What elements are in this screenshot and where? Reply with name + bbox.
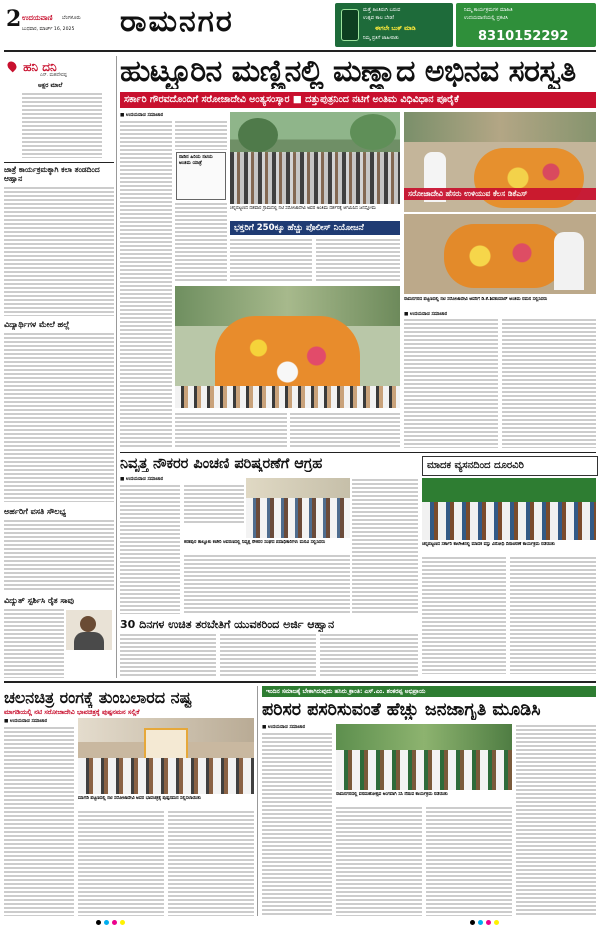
left-story-1-body bbox=[4, 186, 114, 316]
environment-planting-photo bbox=[336, 724, 512, 790]
farmer-photo bbox=[66, 610, 112, 650]
film-body-col-2 bbox=[78, 810, 164, 916]
film-body-col-3 bbox=[168, 810, 254, 916]
environment-byline: ■ ಉದಯವಾಣಿ ಸಮಾಚಾರ bbox=[262, 725, 306, 730]
left-headline-1: ಜಾತ್ರೆ ಕಾರ್ಯಕ್ರಮಕ್ಕಾಗಿ ಕಲಾ ತಂಡದಿಂದ ಆಹ್ವಾನ bbox=[4, 165, 100, 183]
environment-body-col-1 bbox=[262, 732, 332, 916]
page-number: 2 bbox=[6, 6, 22, 32]
main-headline: ಹುಟ್ಟೂರಿನ ಮಣ್ಣಿನಲ್ಲಿ ಮಣ್ಣಾದ ಅಭಿನವ ಸರಸ್ವತಿ bbox=[120, 54, 576, 89]
film-subhead: ಮಾಗಡಿಯಲ್ಲಿ ನಟಿ ಸರೋಜಾದೇವಿ ಭಾವಚಿತ್ರಕ್ಕೆ ಪುಷ್ಪನಮನ ಸಲ್ಲಿಕೆ bbox=[4, 708, 140, 716]
film-headline: ಚಲನಚಿತ್ರ ರಂಗಕ್ಕೆ ತುಂಬಲಾರದ ನಷ್ಟ bbox=[4, 688, 192, 707]
right-body-col-1 bbox=[404, 318, 498, 448]
drug-body-col-2 bbox=[510, 556, 596, 674]
kicker-body-2 bbox=[316, 238, 400, 282]
film-photo-caption: ಮಾಗಡಿ ಪಟ್ಟಣದಲ್ಲಿ ನಟಿ ಸರೋಜಾದೇವಿ ಅವರ ಭಾವಚಿತ್ರಕ್ಕೆ ಪುಷ್ಪನಮನ ಸಲ್ಲಿಸಲಾಯಿತು bbox=[78, 796, 201, 801]
right-kicker: ಸರೋಜಾದೇವಿ ಹೆಸರು ಉಳಿಯುವ ಕೆಲಸ ಡಿಕೆಎಸ್ bbox=[408, 189, 528, 198]
pension-group-photo bbox=[246, 478, 350, 538]
ad1-line1: ಮತ್ತೆ ಹಿಂತಿರುಗಿ ಬರುವ bbox=[363, 7, 401, 13]
person-silhouette bbox=[80, 616, 96, 632]
main-byline-1: ■ ಉದಯವಾಣಿ ಸಮಾಚಾರ bbox=[120, 113, 164, 118]
section-title: ರಾಮನಗರ bbox=[120, 4, 234, 39]
lower-column-rule bbox=[257, 686, 258, 916]
paper-name: ಉದಯವಾಣಿ bbox=[22, 14, 53, 22]
kicker-body-1 bbox=[230, 238, 312, 282]
left-headline-4: ವಿದ್ಯುತ್ ಸ್ಪರ್ಶಿಸಿ ರೈತ ಸಾವು bbox=[4, 596, 75, 605]
pension-photo-caption: ಕನಕಪುರ ತಾಲ್ಲೂಕು ಕಚೇರಿ ಆವರಣದಲ್ಲಿ ನಿವೃತ್ತ ನೌಕರರ ಸಂಘದ ಪದಾಧಿಕಾರಿಗಳು ಮನವಿ ಸಲ್ಲಿಸಿದರು bbox=[184, 540, 326, 545]
police-kicker: ಭಕ್ತರಿಗೆ 250ಕ್ಕೂ ಹೆಚ್ಚು ಪೊಲೀಸ್ ನಿಯೋಜನೆ bbox=[234, 223, 364, 233]
left-story-3-body bbox=[4, 519, 114, 591]
drug-headline: ಮಾದಕ ವ್ಯಸನದಿಂದ ದೂರವಿರಿ bbox=[427, 460, 524, 471]
main-subhead: ಸರ್ಕಾರಿ ಗೌರವದೊಂದಿಗೆ ಸರೋಜಾದೇವಿ ಅಂತ್ಯಸಂಸ್ಕಾರ ■ ದತ್ತುಪುತ್ರನಿಂದ ನಟಿಗೆ ಅಂತಿಮ ವಿಧಿವಿಧಾನ ಪೂರೈಕೆ bbox=[124, 94, 459, 105]
training-body-col-3 bbox=[320, 633, 418, 677]
registration-marks bbox=[0, 918, 600, 928]
pension-body-col-2 bbox=[184, 484, 244, 524]
pension-byline: ■ ಉದಯವಾಣಿ ಸಮಾಚಾರ bbox=[120, 477, 164, 482]
main-body-col-2b bbox=[175, 202, 227, 282]
left-story-2-body bbox=[4, 332, 114, 502]
right-kicker-bar bbox=[404, 188, 596, 200]
police-kicker-bar bbox=[230, 221, 400, 235]
environment-banner-text: ಇಂದಿನ ಸಮಾಜಕ್ಕೆ ಬೇಕಾಗಿರುವುದು ಹಸಿರು ಕ್ರಾಂತಿ: ಎಸ್.ಎಂ. ಶಂಕರಪ್ಪ ಅಭಿಪ್ರಾಯ bbox=[266, 688, 426, 695]
main-body-col-1 bbox=[120, 120, 172, 448]
column-poem bbox=[22, 92, 102, 158]
issue-date: ಬುಧವಾರ, ಮಾರ್ಚ್ 16, 2025 bbox=[22, 27, 75, 32]
advertisement-1 bbox=[335, 3, 453, 47]
ad2-phone: 8310152292 bbox=[478, 29, 569, 44]
floral-tribute-photo bbox=[175, 286, 400, 408]
main-inset-box bbox=[176, 152, 226, 200]
film-byline: ■ ಉದಯವಾಣಿ ಸಮಾಚಾರ bbox=[4, 719, 48, 724]
main-inset-text: ನಾಡಿನ ಹಿರಿಯ ನಟಿಯ ಅಂತಿಮ ಯಾತ್ರೆ bbox=[179, 155, 213, 166]
column-subtitle: ಅಕ್ಷರ ಮಾಲೆ bbox=[38, 82, 63, 89]
drug-headline-box bbox=[422, 456, 598, 476]
environment-body-col-4 bbox=[516, 724, 596, 916]
masthead-rule bbox=[4, 50, 596, 52]
environment-photo-caption: ರಾಮನಗರದಲ್ಲಿ ವನಮಹೋತ್ಸವ ಅಂಗವಾಗಿ ಸಸಿ ನೆಡುವ ಕಾರ್ಯಕ್ರಮ ನಡೆಯಿತು bbox=[336, 792, 448, 797]
pension-body-col-4 bbox=[184, 554, 350, 614]
film-tribute-photo bbox=[78, 718, 254, 794]
right-photo-caption: ರಾಮನಗರದ ಪಟ್ಟಣದಲ್ಲಿ ನಟಿ ಸರೋಜಾದೇವಿ ಅವರಿಗೆ ಡಿ.ಕೆ.ಶಿವಕುಮಾರ್ ಅಂತಿಮ ನಮನ ಸಲ್ಲಿಸಿದರು bbox=[404, 297, 548, 302]
main-photo-caption: ಚನ್ನಪಟ್ಟಣದ ದಶವಾರ ಗ್ರಾಮದಲ್ಲಿ ನಟಿ ಸರೋಜಾದೇವಿ ಅವರ ಅಂತಿಮ ದರ್ಶನಕ್ಕೆ ಆಗಮಿಸಿದ ಜನಸ್ತೋಮ bbox=[230, 206, 376, 211]
lower-rule bbox=[4, 681, 596, 683]
advertisement-2 bbox=[456, 3, 596, 47]
ad1-line2: ಉತ್ಸವ ಕಾಲ ಬೇಡ! bbox=[363, 15, 395, 21]
main-crowd-photo bbox=[230, 112, 400, 204]
environment-headline: ಪರಿಸರ ಪಸರಿಸುವಂತೆ ಹೆಚ್ಚು ಜನಜಾಗೃತಿ ಮೂಡಿಸಿ bbox=[262, 700, 541, 720]
edition-label: ಬೆಂಗಳೂರು bbox=[62, 15, 81, 21]
left-headline-3: ಅರ್ಹರಿಗೆ ವಸತಿ ಸೌಲಭ್ಯ bbox=[4, 507, 67, 516]
ad1-line4: ನಿಮ್ಮ ಪ್ರತಿಗೆ ಜಾಹೀರಾತು bbox=[363, 36, 399, 41]
drug-event-photo bbox=[422, 478, 596, 540]
left-divider-1 bbox=[4, 162, 114, 163]
training-body-col-2 bbox=[220, 633, 316, 677]
main-subhead-bar bbox=[120, 92, 596, 108]
column-logo: ಹನಿ ದನಿ bbox=[23, 60, 57, 74]
main-body-col-3 bbox=[175, 412, 287, 448]
main-body-col-2 bbox=[175, 120, 227, 150]
drug-photo-caption: ಚನ್ನಪಟ್ಟಣದ ಸರ್ಕಾರಿ ಕಾಲೇಜಿನಲ್ಲಿ ಮಾದಕ ವಸ್ತು ವಿರೋಧಿ ದಿನಾಚರಣೆ ಕಾರ್ಯಕ್ರಮ ನಡೆಯಿತು bbox=[422, 542, 555, 547]
ad2-line1: ನಿಮ್ಮ ಕಾರ್ಯಕ್ರಮಗಳ ಮಾಹಿತಿ bbox=[464, 7, 513, 13]
drug-body-col-1 bbox=[422, 556, 506, 674]
right-body-col-2 bbox=[502, 318, 596, 448]
ad1-line3: ಈಗಲೇ ಬುಕ್ ಮಾಡಿ bbox=[375, 25, 416, 32]
training-body-col-1 bbox=[120, 633, 216, 677]
training-headline: 30 ದಿನಗಳ ಉಚಿತ ತರಬೇತಿಗೆ ಯುವಕರಿಂದ ಅರ್ಜಿ ಆಹ್ವಾನ bbox=[120, 618, 335, 631]
film-body-col-1 bbox=[4, 726, 74, 916]
left-story-4-body bbox=[4, 608, 64, 678]
environment-body-col-2 bbox=[336, 806, 422, 916]
pension-body-col-1 bbox=[120, 484, 180, 614]
main-body-col-4 bbox=[290, 412, 400, 448]
environment-body-col-3 bbox=[426, 806, 512, 916]
pension-body-col-3 bbox=[352, 478, 418, 614]
drop-icon bbox=[6, 60, 19, 73]
right-byline: ■ ಉದಯವಾಣಿ ಸಮಾಚಾರ bbox=[404, 312, 448, 317]
left-headline-2: ವಿದ್ಯಾರ್ಥಿಗಳ ಮೇಲೆ ಹಲ್ಲೆ bbox=[4, 320, 70, 329]
column-byline: ಎನ್. ಮಹದೇವಪ್ಪ bbox=[40, 73, 67, 78]
left-column-rule bbox=[116, 56, 117, 678]
main-bottom-rule bbox=[120, 452, 596, 453]
dks-garland-photo bbox=[404, 214, 596, 294]
pension-headline: ನಿವೃತ್ತ ನೌಕರರ ಪಿಂಚಣಿ ಪರಿಷ್ಕರಣೆಗೆ ಆಗ್ರಹ bbox=[120, 456, 323, 472]
environment-banner bbox=[262, 686, 596, 697]
ad2-line2: ಉದಯವಾಣಿಯಲ್ಲಿ ಪ್ರಕಟಿಸಿ bbox=[464, 15, 509, 21]
ad-phone-icon bbox=[341, 9, 359, 41]
